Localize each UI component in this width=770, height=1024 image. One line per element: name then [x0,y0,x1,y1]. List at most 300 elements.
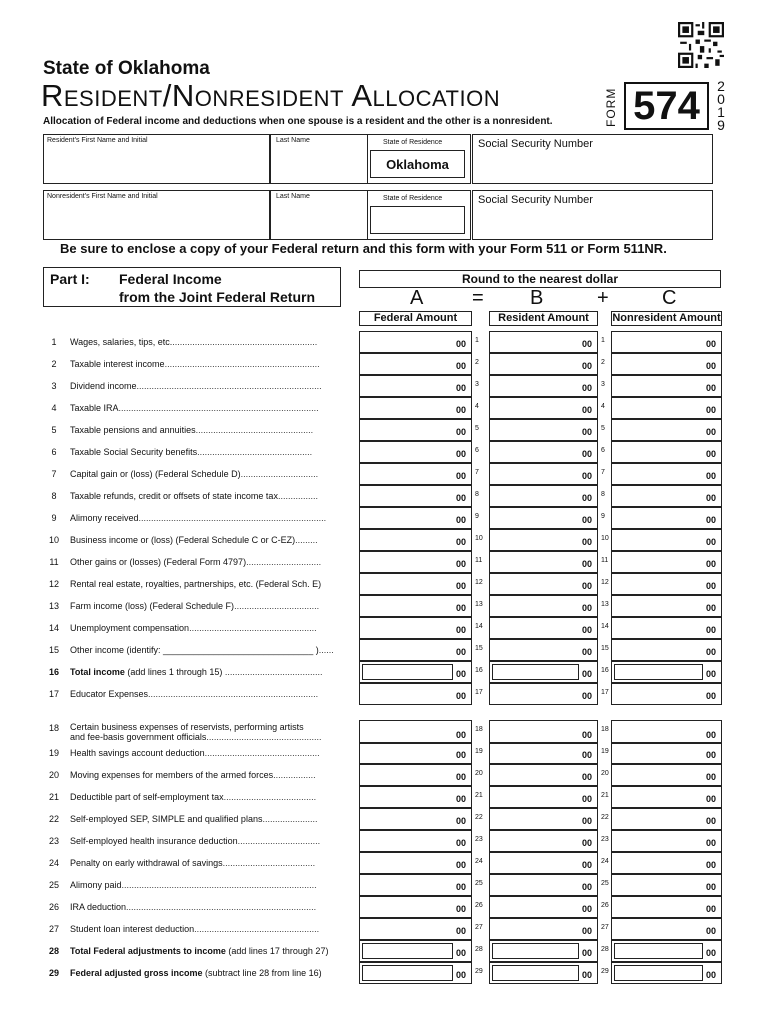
cents-zeros: 00 [706,926,717,936]
line-text: Business income or (loss) (Federal Schedule C or C-EZ) [70,535,296,545]
cents-zeros: 00 [456,838,467,848]
leader-dots: .............................................. [197,447,313,457]
cents-zeros: 00 [456,970,467,980]
column-c-letter: C [662,287,677,309]
cents-zeros: 00 [456,405,467,415]
line-description [70,924,319,934]
cents-zeros: 00 [582,750,593,760]
line-description [70,579,321,589]
line-description [70,748,320,758]
line-text-2: and fee-basis government officials [70,732,207,742]
line-number: 23 [48,836,59,846]
line-description [70,880,317,890]
total-inner-box [362,965,453,981]
line-text: Taxable pensions and annuities [70,425,196,435]
line-ref-number: 29 [475,968,483,975]
cents-zeros: 00 [456,926,467,936]
line-ref-number: 27 [475,924,483,931]
cents-zeros: 00 [582,816,593,826]
line-ref-number: 1 [601,337,605,344]
line-ref-number: 5 [475,425,479,432]
line-ref-number: 2 [475,359,479,366]
cents-zeros: 00 [456,581,467,591]
cents-zeros: 00 [582,581,593,591]
nonresident-ssn-label: Social Security Number [478,194,593,206]
line-text: Moving expenses for members of the armed forces [70,770,274,780]
line-text: Taxable Social Security benefits [70,447,198,457]
line-ref-number: 7 [601,469,605,476]
cents-zeros: 00 [582,471,593,481]
line-ref-number: 27 [601,924,609,931]
form-title: Resident/Nonresident Allocation [41,78,501,113]
column-b-letter: B [530,287,544,309]
leader-dots: .............................. [246,557,322,567]
cents-zeros: 00 [456,537,467,547]
cents-zeros: 00 [456,750,467,760]
cents-zeros: 00 [582,926,593,936]
line-description [70,535,318,545]
cents-zeros: 00 [456,603,467,613]
cents-zeros: 00 [582,860,593,870]
cents-zeros: 00 [582,361,593,371]
cents-zeros: 00 [706,904,717,914]
line-text: Health savings account deduction [70,748,205,758]
line-text: Self-employed health insurance deduction [70,836,238,846]
line-number: 20 [48,770,59,780]
line-ref-number: 17 [601,689,609,696]
cents-zeros: 00 [582,625,593,635]
line-text: Total Federal adjustments to income [70,946,226,956]
cents-zeros: 00 [706,750,717,760]
line-ref-number: 20 [475,770,483,777]
resident-state-label: State of Residence [383,139,443,146]
line-text: Certain business expenses of reservists, performing artists [70,722,304,732]
cents-zeros: 00 [582,449,593,459]
line-description [70,623,317,633]
line-ref-number: 9 [601,513,605,520]
form-number: 574 [624,82,709,130]
cents-zeros: 00 [456,904,467,914]
leader-dots: .................................. [234,601,320,611]
line-ref-number: 20 [601,770,609,777]
line-ref-number: 12 [475,579,483,586]
cents-zeros: 00 [706,383,717,393]
part-title-line2: from the Joint Federal Return [119,289,316,305]
line-ref-number: 25 [601,880,609,887]
leader-dots: .......................................................................... [136,381,322,391]
form-subtitle: Allocation of Federal income and deductions when one spouse is a resident and the other is a nonresident. [43,116,553,127]
resident-last-name-label: Last Name [276,137,310,144]
resident-state-field[interactable]: Oklahoma [370,150,465,178]
line-ref-number: 15 [601,645,609,652]
line-description [70,447,312,457]
line-number: 21 [48,792,59,802]
line-ref-number: 7 [475,469,479,476]
line-number: 2 [51,359,57,369]
cents-zeros: 00 [456,471,467,481]
line-number: 1 [51,337,57,347]
line-ref-number: 16 [475,667,483,674]
line-ref-number: 11 [475,557,483,564]
cents-zeros: 00 [456,730,467,740]
state-heading: State of Oklahoma [43,58,210,79]
leader-dots: .............................................................................. [121,880,317,890]
line-ref-number: 22 [601,814,609,821]
cents-zeros: 00 [706,515,717,525]
line-text: IRA deduction [70,902,127,912]
line-text-extra: (subtract line 28 from line 16) [202,968,322,978]
line-text: Dividend income [70,381,137,391]
cents-zeros: 00 [456,948,467,958]
cents-zeros: 00 [582,882,593,892]
cents-zeros: 00 [582,794,593,804]
cents-zeros: 00 [456,383,467,393]
total-inner-box [614,965,703,981]
line-description [70,902,316,912]
line-description [70,792,316,802]
cents-zeros: 00 [582,669,593,679]
cents-zeros: 00 [582,904,593,914]
leader-dots: ................................................... [189,623,317,633]
line-description [70,425,313,435]
line-text: Deductible part of self-employment tax [70,792,224,802]
cents-zeros: 00 [706,361,717,371]
line-description [70,946,328,956]
line-ref-number: 24 [475,858,483,865]
line-number: 27 [48,924,59,934]
cents-zeros: 00 [706,625,717,635]
leader-dots: .............................................. [206,732,322,742]
cents-zeros: 00 [582,838,593,848]
year-digit: 9 [717,117,725,133]
line-ref-number: 24 [601,858,609,865]
cents-zeros: 00 [706,647,717,657]
leader-dots: ................ [277,491,318,501]
cents-zeros: 00 [706,816,717,826]
leader-dots: ................................................................................ [118,403,319,413]
form-word: FORM [604,87,618,127]
line-description [70,601,319,611]
line-ref-number: 14 [601,623,609,630]
line-ref-number: 13 [475,601,483,608]
cents-zeros: 00 [582,559,593,569]
line-number: 19 [48,748,59,758]
line-ref-number: 15 [475,645,483,652]
leader-dots: ....................................... [222,667,323,677]
cents-zeros: 00 [706,581,717,591]
line-number: 15 [48,645,59,655]
cents-zeros: 00 [706,691,717,701]
cents-zeros: 00 [456,339,467,349]
line-ref-number: 21 [601,792,609,799]
line-number: 13 [48,601,59,611]
nonresident-first-name-label: Nonresident's First Name and Initial [47,193,158,200]
line-ref-number: 8 [475,491,479,498]
line-description [70,667,322,677]
line-text: Taxable interest income [70,359,165,369]
part-header [43,267,341,307]
line-ref-number: 17 [475,689,483,696]
nonresident-state-field[interactable] [370,206,465,234]
cents-zeros: 00 [456,816,467,826]
line-text: Taxable refunds, credit or offsets of state income tax [70,491,278,501]
line-ref-number: 18 [475,726,483,733]
leader-dots: ............................... [240,469,319,479]
year-digit: 1 [717,104,725,120]
line-ref-number: 19 [601,748,609,755]
cents-zeros: 00 [582,730,593,740]
line-ref-number: 4 [601,403,605,410]
cents-zeros: 00 [706,603,717,613]
line-description [70,968,322,978]
line-text-continued [70,732,321,742]
line-ref-number: 12 [601,579,609,586]
cents-zeros: 00 [706,559,717,569]
line-text-extra: (add lines 17 through 27) [225,946,329,956]
line-description [70,770,316,780]
line-description [70,858,315,868]
cents-zeros: 00 [582,383,593,393]
leader-dots: .................................................................... [148,689,319,699]
cents-zeros: 00 [456,691,467,701]
line-description [70,557,321,567]
cents-zeros: 00 [706,669,717,679]
plus-sign: + [597,287,609,309]
line-description [70,722,321,742]
equals-sign: = [472,287,484,309]
cents-zeros: 00 [456,882,467,892]
line-text: Penalty on early withdrawal of savings [70,858,223,868]
cents-zeros: 00 [706,427,717,437]
nonresident-last-name-label: Last Name [276,193,310,200]
cents-zeros: 00 [706,860,717,870]
cents-zeros: 00 [706,882,717,892]
line-ref-number: 10 [475,535,483,542]
total-inner-box [362,664,453,680]
line-text: Alimony paid [70,880,122,890]
line-text: Student loan interest deduction [70,924,195,934]
line-number: 17 [48,689,59,699]
line-number: 28 [48,946,59,956]
line-description [70,359,320,369]
cents-zeros: 00 [456,515,467,525]
line-number: 7 [51,469,57,479]
line-ref-number: 26 [475,902,483,909]
cents-zeros: 00 [582,405,593,415]
line-text: Alimony received [70,513,139,523]
line-number: 3 [51,381,57,391]
line-description [70,645,334,655]
cents-zeros: 00 [456,559,467,569]
part-label: Part I: [50,271,90,287]
line-number: 18 [48,723,59,733]
line-number: 12 [48,579,59,589]
line-number: 4 [51,403,57,413]
cents-zeros: 00 [582,427,593,437]
line-ref-number: 14 [475,623,483,630]
line-ref-number: 28 [475,946,483,953]
line-ref-number: 5 [601,425,605,432]
line-number: 24 [48,858,59,868]
leader-dots: ..................................... [222,858,316,868]
cents-zeros: 00 [706,493,717,503]
year-digit: 2 [717,78,725,94]
line-ref-number: 1 [475,337,479,344]
nonresident-state-label: State of Residence [383,195,443,202]
line-description [70,814,317,824]
line-number: 6 [51,447,57,457]
year-digit: 0 [717,91,725,107]
total-inner-box [614,943,703,959]
total-inner-box [492,943,579,959]
form-year [714,80,728,132]
cents-zeros: 00 [456,493,467,503]
leader-dots: ............................................... [195,425,314,435]
cents-zeros: 00 [706,948,717,958]
cents-zeros: 00 [582,515,593,525]
line-text: Taxable IRA [70,403,119,413]
cents-zeros: 00 [456,669,467,679]
cents-zeros: 00 [456,625,467,635]
line-ref-number: 11 [601,557,609,564]
line-ref-number: 26 [601,902,609,909]
cents-zeros: 00 [456,449,467,459]
line-text-extra: (add lines 1 through 15) [124,667,223,677]
line-ref-number: 13 [601,601,609,608]
cents-zeros: 00 [706,772,717,782]
leader-dots: ...... [318,645,334,655]
leader-dots: ................. [273,770,316,780]
cents-zeros: 00 [456,860,467,870]
cents-zeros: 00 [582,691,593,701]
cents-zeros: 00 [706,838,717,848]
line-text: Wages, salaries, tips, etc. [70,337,173,347]
cents-zeros: 00 [456,647,467,657]
cents-zeros: 00 [456,361,467,371]
leader-dots: .................................................. [194,924,320,934]
cents-zeros: 00 [706,794,717,804]
line-ref-number: 23 [601,836,609,843]
cents-zeros: 00 [706,339,717,349]
line-ref-number: 6 [601,447,605,454]
line-ref-number: 19 [475,748,483,755]
line-text: Total income [70,667,125,677]
cents-zeros: 00 [582,537,593,547]
total-inner-box [492,664,579,680]
line-description [70,491,318,501]
line-ref-number: 4 [475,403,479,410]
line-description [70,836,320,846]
line-text: Other gains or (losses) (Federal Form 4797) [70,557,247,567]
line-ref-number: 10 [601,535,609,542]
line-text: Federal adjusted gross income [70,968,203,978]
resident-ssn-label: Social Security Number [478,138,593,150]
line-ref-number: 3 [601,381,605,388]
line-number: 10 [48,535,59,545]
line-description [70,403,319,413]
total-inner-box [492,965,579,981]
column-c-header: Nonresident Amount [612,312,721,324]
line-description [70,337,317,347]
line-ref-number: 25 [475,880,483,887]
cents-zeros: 00 [582,493,593,503]
column-b-header: Resident Amount [489,311,598,326]
line-number: 25 [48,880,59,890]
column-a-header: Federal Amount [359,311,472,326]
line-number: 22 [48,814,59,824]
line-text: Self-employed SEP, SIMPLE and qualified plans [70,814,263,824]
line-description [70,381,322,391]
line-ref-number: 28 [601,946,609,953]
resident-first-name-label: Resident's First Name and Initial [47,137,148,144]
line-text: Farm income (loss) (Federal Schedule F) [70,601,235,611]
cents-zeros: 00 [582,970,593,980]
qr-code [678,22,724,68]
leader-dots: ............................................................................ [126,902,317,912]
line-ref-number: 21 [475,792,483,799]
line-ref-number: 9 [475,513,479,520]
cents-zeros: 00 [706,471,717,481]
cents-zeros: 00 [706,730,717,740]
cents-zeros: 00 [582,772,593,782]
total-inner-box [614,664,703,680]
cents-zeros: 00 [582,603,593,613]
line-text: Rental real estate, royalties, partnerships, etc. (Federal Sch. E) [70,579,322,589]
leader-dots: .............................................................. [164,359,320,369]
line-number: 26 [48,902,59,912]
cents-zeros: 00 [706,970,717,980]
cents-zeros: 00 [582,948,593,958]
line-ref-number: 23 [475,836,483,843]
cents-zeros: 00 [706,449,717,459]
leader-dots: ...................... [262,814,318,824]
line-description [70,513,326,523]
line-ref-number: 29 [601,968,609,975]
leader-dots: .......................................................... [172,337,318,347]
line-ref-number: 18 [601,726,609,733]
line-number: 11 [49,557,59,567]
leader-dots: ........................................................................... [138,513,327,523]
line-description [70,469,318,479]
leader-dots: .............................................. [204,748,320,758]
line-ref-number: 3 [475,381,479,388]
cents-zeros: 00 [706,537,717,547]
cents-zeros: 00 [582,647,593,657]
leader-dots: ......... [295,535,318,545]
line-ref-number: 22 [475,814,483,821]
column-a-letter: A [410,287,424,309]
line-number: 8 [51,491,57,501]
line-ref-number: 8 [601,491,605,498]
line-ref-number: 6 [475,447,479,454]
line-text: Other income (identify: ______________________________ ) [70,645,319,655]
line-number: 9 [51,513,57,523]
round-note: Round to the nearest dollar [359,270,721,288]
enclose-note: Be sure to enclose a copy of your Federal return and this form with your Form 511 or Form 511NR. [60,241,667,256]
line-ref-number: 16 [601,667,609,674]
total-inner-box [362,943,453,959]
line-number: 29 [48,968,59,978]
cents-zeros: 00 [706,405,717,415]
cents-zeros: 00 [582,339,593,349]
leader-dots: ................................. [237,836,321,846]
line-number: 14 [48,623,59,633]
line-text: Capital gain or (loss) (Federal Schedule D) [70,469,241,479]
part-title-line1: Federal Income [119,271,222,287]
line-ref-number: 2 [601,359,605,366]
line-number: 5 [51,425,57,435]
leader-dots: ..................................... [223,792,317,802]
